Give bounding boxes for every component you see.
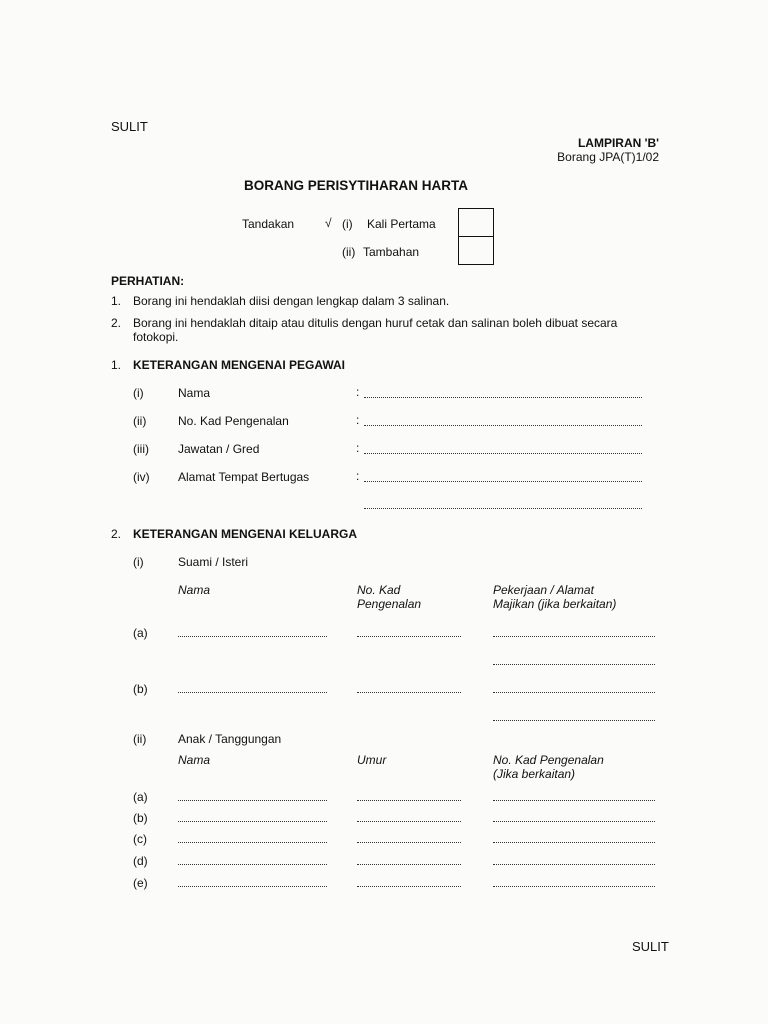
column-header-age: Umur xyxy=(357,753,387,767)
row-label: (a) xyxy=(133,790,148,804)
position-grade-label: Jawatan / Gred xyxy=(178,442,260,456)
notice-heading: PERHATIAN: xyxy=(111,274,185,288)
section-number: 1. xyxy=(111,358,122,372)
spouse-occupation-line-2[interactable] xyxy=(493,720,655,721)
name-input-line[interactable] xyxy=(364,397,642,398)
check-mark: √ xyxy=(325,216,332,230)
field-num: (i) xyxy=(133,386,144,400)
spouse-occupation-line[interactable] xyxy=(493,692,655,693)
ic-number-input-line[interactable] xyxy=(364,425,642,426)
column-header-name: Nama xyxy=(178,583,211,597)
classification-label: SULIT xyxy=(111,119,148,134)
dependent-name-line[interactable] xyxy=(178,800,327,801)
row-label: (e) xyxy=(133,876,148,890)
spouse-name-line[interactable] xyxy=(178,636,327,637)
field-num: (ii) xyxy=(133,414,147,428)
section-family-heading: KETERANGAN MENGENAI KELUARGA xyxy=(133,527,358,541)
workplace-address-input-line-2[interactable] xyxy=(364,508,642,509)
dependent-ic-line[interactable] xyxy=(493,864,655,865)
spouse-name-line[interactable] xyxy=(178,692,327,693)
dependent-age-line[interactable] xyxy=(357,886,461,887)
colon: : xyxy=(356,385,360,399)
tick-instruction: Tandakan xyxy=(242,217,295,231)
notice-item-num: 2. xyxy=(111,316,122,330)
column-header-ic-cont: (Jika berkaitan) xyxy=(493,767,576,781)
column-header-ic: No. Kad Pengenalan xyxy=(493,753,604,767)
field-num: (iii) xyxy=(133,442,149,456)
subsection-num: (ii) xyxy=(133,732,147,746)
subsection-num: (i) xyxy=(133,555,144,569)
column-header-occupation-cont: Majikan (jika berkaitan) xyxy=(493,597,617,611)
dependent-name-line[interactable] xyxy=(178,821,327,822)
section-officer-heading: KETERANGAN MENGENAI PEGAWAI xyxy=(133,358,346,372)
dependent-age-line[interactable] xyxy=(357,800,461,801)
row-label: (b) xyxy=(133,811,148,825)
dependent-name-line[interactable] xyxy=(178,886,327,887)
dependent-name-line[interactable] xyxy=(178,864,327,865)
dependent-age-line[interactable] xyxy=(357,821,461,822)
row-label: (c) xyxy=(133,832,147,846)
colon: : xyxy=(356,469,360,483)
dependent-ic-line[interactable] xyxy=(493,842,655,843)
colon: : xyxy=(356,413,360,427)
option-additional-label: Tambahan xyxy=(363,245,420,259)
row-label: (d) xyxy=(133,854,148,868)
section-number: 2. xyxy=(111,527,122,541)
workplace-address-input-line[interactable] xyxy=(364,481,642,482)
spouse-label: Suami / Isteri xyxy=(178,555,249,569)
position-grade-input-line[interactable] xyxy=(364,453,642,454)
colon: : xyxy=(356,441,360,455)
column-header-name: Nama xyxy=(178,753,211,767)
spouse-ic-line[interactable] xyxy=(357,636,461,637)
form-code: Borang JPA(T)1/02 xyxy=(557,150,659,164)
workplace-address-label: Alamat Tempat Bertugas xyxy=(178,470,310,484)
dependent-age-line[interactable] xyxy=(357,864,461,865)
notice-item-text: Borang ini hendaklah ditaip atau ditulis dengan huruf cetak dan salinan boleh dibuat secara xyxy=(133,316,618,330)
additional-checkbox[interactable] xyxy=(458,236,494,265)
name-label: Nama xyxy=(178,386,211,400)
row-label: (b) xyxy=(133,682,148,696)
option-first-num: (i) xyxy=(342,217,353,231)
dependents-label: Anak / Tanggungan xyxy=(178,732,282,746)
notice-item-num: 1. xyxy=(111,294,122,308)
dependent-name-line[interactable] xyxy=(178,842,327,843)
appendix-label: LAMPIRAN 'B' xyxy=(577,136,659,150)
row-label: (a) xyxy=(133,626,148,640)
column-header-occupation: Pekerjaan / Alamat xyxy=(493,583,594,597)
notice-item-text: Borang ini hendaklah diisi dengan lengkap dalam 3 salinan. xyxy=(133,294,450,308)
dependent-ic-line[interactable] xyxy=(493,800,655,801)
classification-label-footer: SULIT xyxy=(632,939,669,954)
field-num: (iv) xyxy=(133,470,150,484)
first-time-checkbox[interactable] xyxy=(458,208,494,237)
column-header-ic: No. Kad xyxy=(357,583,401,597)
option-first-label: Kali Pertama xyxy=(367,217,436,231)
option-additional-num: (ii) xyxy=(342,245,356,259)
dependent-ic-line[interactable] xyxy=(493,821,655,822)
spouse-ic-line[interactable] xyxy=(357,692,461,693)
spouse-occupation-line[interactable] xyxy=(493,636,655,637)
spouse-occupation-line-2[interactable] xyxy=(493,664,655,665)
dependent-ic-line[interactable] xyxy=(493,886,655,887)
form-title: BORANG PERISYTIHARAN HARTA xyxy=(244,178,469,193)
ic-number-label: No. Kad Pengenalan xyxy=(178,414,289,428)
notice-item-text-cont: fotokopi. xyxy=(133,330,179,344)
dependent-age-line[interactable] xyxy=(357,842,461,843)
column-header-ic-cont: Pengenalan xyxy=(357,597,422,611)
